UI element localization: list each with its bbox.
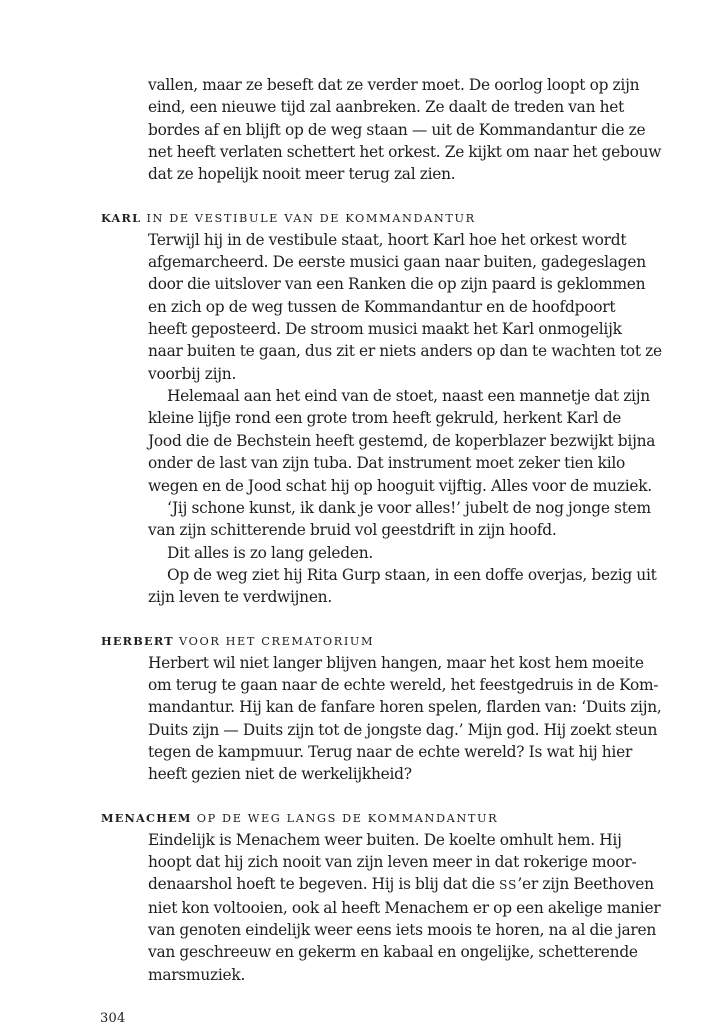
section-body-karl <box>148 229 662 609</box>
location: VOOR HET CREMATORIUM <box>179 634 375 648</box>
text-line: wegen en de Jood schat hij op hooguit vijftig. Alles voor de muziek. <box>148 476 652 495</box>
text-line: marsmuziek. <box>148 965 246 984</box>
text-line: voorbij zijn. <box>148 364 237 383</box>
text-line: Dit alles is zo lang geleden. <box>167 543 373 562</box>
section-heading-herbert <box>101 633 709 650</box>
text-line: zijn leven te verdwijnen. <box>148 588 332 607</box>
text-line: afgemarcheerd. De eerste musici gaan naar buiten, gadegeslagen <box>148 253 646 272</box>
character-name: KARL <box>101 210 142 225</box>
text-run: denaarshol hoeft te begeven. Hij is blij dat die <box>148 875 500 894</box>
text-line: naar buiten te gaan, dus zit er niets anders op dan te wachten tot ze <box>148 342 662 361</box>
text-line: hoopt dat hij zich nooit van zijn leven meer in dat rokerige moor- <box>148 852 637 871</box>
text-line: Herbert wil niet langer blijven hangen, maar het kost hem moeite <box>148 653 644 672</box>
section-heading-menachem <box>101 810 709 827</box>
text-line: net heeft verlaten schettert het orkest. Ze kijkt om naar het gebouw <box>148 143 662 162</box>
text-line: Helemaal aan het eind van de stoet, naast een mannetje dat zijn <box>167 387 650 406</box>
text-line: heeft gezien niet de werkelijkheid? <box>148 765 412 784</box>
text-line: tegen de kampmuur. Terug naar de echte wereld? Is wat hij hier <box>148 742 633 761</box>
text-line: Op de weg ziet hij Rita Gurp staan, in een doffe overjas, bezig uit <box>167 565 657 584</box>
text-line: bordes af en blijft op de weg staan — uit de Kommandantur die ze <box>148 120 646 139</box>
page-number: 304 <box>100 1011 126 1027</box>
text-run: ’er zijn Beethoven <box>517 875 654 894</box>
text-line: vallen, maar ze beseft dat ze verder moet. De oorlog loopt op zijn <box>148 76 640 94</box>
text-line: van zijn schitterende bruid vol geestdrift in zijn hoofd. <box>148 521 557 540</box>
text-line: niet kon voltooien, ook al heeft Menachem er op een akelige manier <box>148 898 661 917</box>
text-line: door die uitslover van een Ranken die op zijn paard is geklommen <box>148 275 646 294</box>
text-line: eind, een nieuwe tijd zal aanbreken. Ze daalt de treden van het <box>148 98 625 117</box>
location: IN DE VESTIBULE VAN DE KOMMANDANTUR <box>146 211 476 225</box>
intro-paragraph <box>148 74 662 186</box>
text-line <box>148 873 654 896</box>
section-body-menachem <box>148 829 661 986</box>
text-line: onder de last van zijn tuba. Dat instrument moet zeker tien kilo <box>148 454 626 473</box>
section-heading-karl <box>101 210 709 227</box>
text-line: ‘Jij schone kunst, ik dank je voor alles!’ jubelt de nog jonge stem <box>167 498 651 517</box>
text-line: van geschreeuw en gekerm en kabaal en ongelijke, schetterende <box>148 943 638 962</box>
text-line: Eindelijk is Menachem weer buiten. De koelte omhult hem. Hij <box>148 830 622 849</box>
text-line: om terug te gaan naar de echte wereld, het feestgedruis in de Kom- <box>148 675 659 694</box>
text-line: Duits zijn — Duits zijn tot de jongste dag.’ Mijn god. Hij zoekt steun <box>148 720 658 739</box>
text-line: dat ze hopelijk nooit meer terug zal zien. <box>148 165 456 184</box>
character-name: HERBERT <box>101 633 174 648</box>
text-line: Jood die de Bechstein heeft gestemd, de koperblazer bezwijkt bijna <box>148 431 656 450</box>
text-line: mandantur. Hij kan de fanfare horen spelen, flarden van: ‘Duits zijn, <box>148 698 662 717</box>
text-line: heeft geposteerd. De stroom musici maakt het Karl onmogelijk <box>148 320 622 339</box>
character-name: MENACHEM <box>101 810 192 825</box>
text-line: kleine lijfje rond een grote trom heeft gekruld, herkent Karl de <box>148 409 622 428</box>
text-line: van genoten eindelijk weer eens iets moois te horen, na al die jaren <box>148 921 657 939</box>
location: OP DE WEG LANGS DE KOMMANDANTUR <box>196 811 499 825</box>
small-caps-ss: SS <box>499 878 518 893</box>
section-body-herbert <box>148 652 662 786</box>
text-line: en zich op de weg tussen de Kommandantur en de hoofdpoort <box>148 297 616 316</box>
text-line: Terwijl hij in de vestibule staat, hoort Karl hoe het orkest wordt <box>148 230 627 249</box>
